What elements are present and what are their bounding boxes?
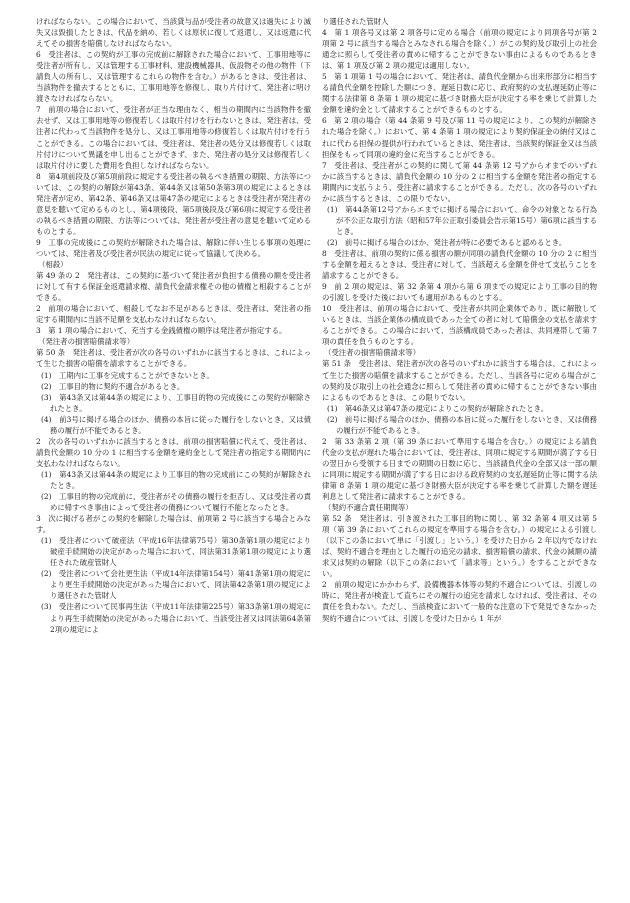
section-heading: （発注者の損害賠償請求等） xyxy=(38,337,135,347)
paragraph: 2 次の各号のいずれかに該当するときは、前項の損害賠償に代えて、受注者は、請負代金額の 10 分の 1 に相当する金額を違約金として発注者の指定する期間内に支払わなければならない。 xyxy=(36,436,311,468)
right-column xyxy=(322,16,597,896)
paragraph: 2 前項の規定にかかわらず、設備機器本体等の契約不適合については、引渡しの時に、発注者が検査して直ちにその履行の追完を請求しなければ、受注者は、その責任を負わない。ただし、当該検査において一般的な注意の下で発見できなかった契約不適合については、引渡しを受けた日から 1 年が xyxy=(322,580,597,623)
paragraph: 9 工事の完成後にこの契約が解除された場合は、解除に伴い生じる事項の処理については、発注者及び受注者が民法の規定に従って協議して決める。 xyxy=(36,237,311,258)
list-item: (2) 前号に掲げる場合のほか、発注者が特に必要であると認めるとき。 xyxy=(327,237,567,247)
list-item: (2) 受注者について会社更生法（平成14年法律第154号）第41条第1項の規定により更生手続開始の決定があった場合において、同法第42条第1項の規定により選任された管財人 xyxy=(41,569,311,601)
paragraph: 第 51 条 受注者は、発注者が次の各号のいずれかに該当する場合は、これによって生じた損害の賠償を請求することができる。ただし、当該各号に定める場合がこの契約及び取引上の社会通念に照らして発注者の責めに帰することができない事由によるものであるときは、この限りでない。 xyxy=(322,359,597,402)
section-heading: （相殺） xyxy=(38,260,68,270)
paragraph: 5 第 1 項第 1 号の場合において、発注者は、請負代金額から出来形部分に相当する請負代金額を控除した額につき、遅延日数に応じ、政府契約の支払遅延防止等に関する法律第 8 条第 1 項の規定に基づき財務大臣が決定する率を乗じて計算した金額を違約金として請求することができるものとする。 xyxy=(322,72,597,115)
paragraph: 4 第 1 項各号又は第 2 項各号に定める場合（前項の規定により同項各号が第 2 項第 2 号に該当する場合とみなされる場合を除く。）がこの契約及び取引上の社会通念に照らして受注者の責めに帰することができない事由によるものであるときは、第 1 項及び第 2 項の規定は適用しない。 xyxy=(322,28,597,71)
left-column xyxy=(36,16,311,896)
section-heading: （受注者の損害賠償請求等） xyxy=(324,348,421,358)
paragraph: 6 第 2 項の場合（第 44 条第 9 号及び第 11 号の規定により、この契約が解除された場合を除く。）において、第 4 条第 1 項の規定により契約保証金の納付又はこれに代わる担保の提供が行われているときは、発注者は、当該契約保証金又は当該担保をもって同項の違約金に充当することができる。 xyxy=(322,116,597,159)
paragraph: 2 前項の場合において、相殺してなお不足があるときは、受注者は、発注者の指定する期間内に当該不足額を支払わなければならない。 xyxy=(36,304,311,325)
paragraph: 第 50 条 発注者は、受注者が次の各号のいずれかに該当するときは、これによって生じた損害の賠償を請求することができる。 xyxy=(36,348,311,369)
paragraph: 第 49 条の 2 発注者は、この契約に基づいて発注者が負担する債務の額を受注者に対して有する保証金返還請求権、請負代金請求権その他の債権と相殺することができる。 xyxy=(36,271,311,303)
list-item: (3) 第43条又は第44条の規定により、工事目的物の完成後にこの契約が解除されたとき。 xyxy=(41,392,311,413)
section-heading: （契約不適合責任期間等） xyxy=(324,503,413,513)
list-item: (1) 第46条又は第47条の規定によりこの契約が解除されたとき。 xyxy=(327,403,549,413)
list-item: (1) 第43条又は第44条の規定により工事目的物の完成前にこの契約が解除されたとき。 xyxy=(41,469,311,490)
paragraph: 3 第 1 項の場合において、充当する金銭債権の順序は発注者が指定する。 xyxy=(36,326,287,336)
paragraph: 8 第4項前段及び第5項前段に規定する受注者の執るべき措置の期限、方法等については、この契約の解除が第43条、第44条又は第50条第3項の規定によるときは発注者が定め、第42条、第46条又は第47条の規定によるときは受注者が発注者の意見を聴いて定めるものとし、第4項後段、第5項後段及び第6項に規定する受注者の執るべき措置の期限、方法等については、発注者が受注者の意見を聴いて定めるものとする。 xyxy=(36,171,311,236)
list-item: (4) 前3号に掲げる場合のほか、債務の本旨に従った履行をしないとき、又は債務の履行が不能であるとき。 xyxy=(41,414,311,435)
list-item: (2) 前号に掲げる場合のほか、債務の本旨に従った履行をしないとき、又は債務の履行が不能であるとき。 xyxy=(327,414,597,435)
list-item: (1) 第44条第12号アからエまでに掲げる場合において、命令の対象となる行為が不公正な取引方法（昭和57年公正取引委員会告示第15号）第6項に該当するとき。 xyxy=(327,204,597,236)
paragraph: り選任された管財人 xyxy=(322,17,389,26)
paragraph: 6 受注者は、この契約が工事の完成前に解除された場合において、工事用地等に受注者が所有し、又は管理する工事材料、建設機械器具、仮設物その他の物件（下請負人の所有し、又は管理するこれらの物件を含む。）があるときは、受注者は、当該物件を撤去するとともに、工事用地等を修復し、取り片付けて、発注者に明け渡さなければならない。 xyxy=(36,50,311,104)
paragraph: 9 前 2 項の規定は、第 32 条第 4 項から第 6 項までの規定により工事の目的物の引渡しを受けた後においても適用があるものとする。 xyxy=(322,282,597,303)
paragraph: 3 次に掲げる者がこの契約を解除した場合は、前項第 2 号に該当する場合とみなす。 xyxy=(36,514,311,535)
list-item: (1) 工期内に工事を完成することができないとき。 xyxy=(41,370,214,380)
list-item: (1) 受注者について破産法（平成16年法律第75号）第30条第1項の規定により破産手続開始の決定があった場合において、同法第31条第1項の規定により選任された破産管財人 xyxy=(41,536,311,568)
paragraph: 7 前項の場合において、受注者が正当な理由なく、相当の期間内に当該物件を撤去せず、又は工事用地等の修復若しくは取片付けを行わないときは、発注者は、受注者に代わって当該物件を処分し、又は工事用地等の修復若しくは取片付けを行うことができる。この場合においては、受注者は、発注者の処分又は修復若しくは取片付けについて異議を申し出ることができず、また、発注者の処分又は修復若しくは取片付けに要した費用を負担しなければならない。 xyxy=(36,105,311,170)
paragraph: ければならない。この場合において、当該貸与品が受注者の故意又は過失により滅失又は毀損したときは、代品を納め、若しくは原状に復して返還し、又は返還に代えてその損害を賠償しなければならない。 xyxy=(36,17,311,49)
paragraph: 8 受注者は、前項の契約に係る損害の額が同項の請負代金額の 10 分の 2 に相当する金額を超えるときは、受注者に対して、当該超える金額を併せて支払うことを請求することができる。 xyxy=(322,248,597,281)
list-item: (2) 工事目的物の完成前に、受注者がその債務の履行を拒否し、又は受注者の責めに帰すべき事由によって受注者の債務について履行不能となったとき。 xyxy=(41,492,311,513)
paragraph: 10 受注者は、前項の場合において、受注者が共同企業体であり、既に解散しているときは、当該企業体の構成員であった全ての者に対して賠償金の支払を請求することができる。この場合において、当該構成員であった者は、共同連帯して第 7 項の責任を負うものとする。 xyxy=(322,304,597,347)
list-item: (2) 工事目的物に契約不適合があるとき。 xyxy=(41,381,185,391)
paragraph: 2 第 33 条第 2 項（第 39 条において準用する場合を含む。）の規定による請負代金の支払が遅れた場合においては、受注者は、同項に規定する期間が満了する日の翌日から受領する日までの期間の日数に応じ、当該請負代金の全部又は一部の額に同項に規定する期間が満了する日における政府契約の支払遅延防止等に関する法律第 8 条第 1 項の規定に基づき財務大臣が決定する率を乗じて計算した額を遅延利息として発注者に請求することができる。 xyxy=(322,436,597,502)
paragraph: 7 受注者は、受注者がこの契約に関して第 44 条第 12 号アからオまでのいずれかに該当するときは、請負代金額の 10 分の 2 に相当する金額を発注者の指定する期間内に支払うよう、受注者に請求することができる。ただし、次の各号のいずれかに該当するときは、この限りでない。 xyxy=(322,160,597,203)
paragraph: 第 52 条 発注者は、引き渡された工事目的物に関し、第 32 条第 4 項又は第 5 項（第 39 条においてこれらの規定を準用する場合を含む。）の規定による引渡し（以下この条において単に「引渡し」という。）を受けた日から 2 年以内でなければ、契約不適合を理由とした履行の追完の請求、損害賠償の請求、代金の減額の請求又は契約の解除（以下この条において「請求等」という。）をすることができない。 xyxy=(322,514,597,579)
list-item: (3) 受注者について民事再生法（平成11年法律第225号）第33条第1項の規定により再生手続開始の決定があった場合において、当該受注者又は同法第64条第2項の規定によ xyxy=(41,602,311,634)
